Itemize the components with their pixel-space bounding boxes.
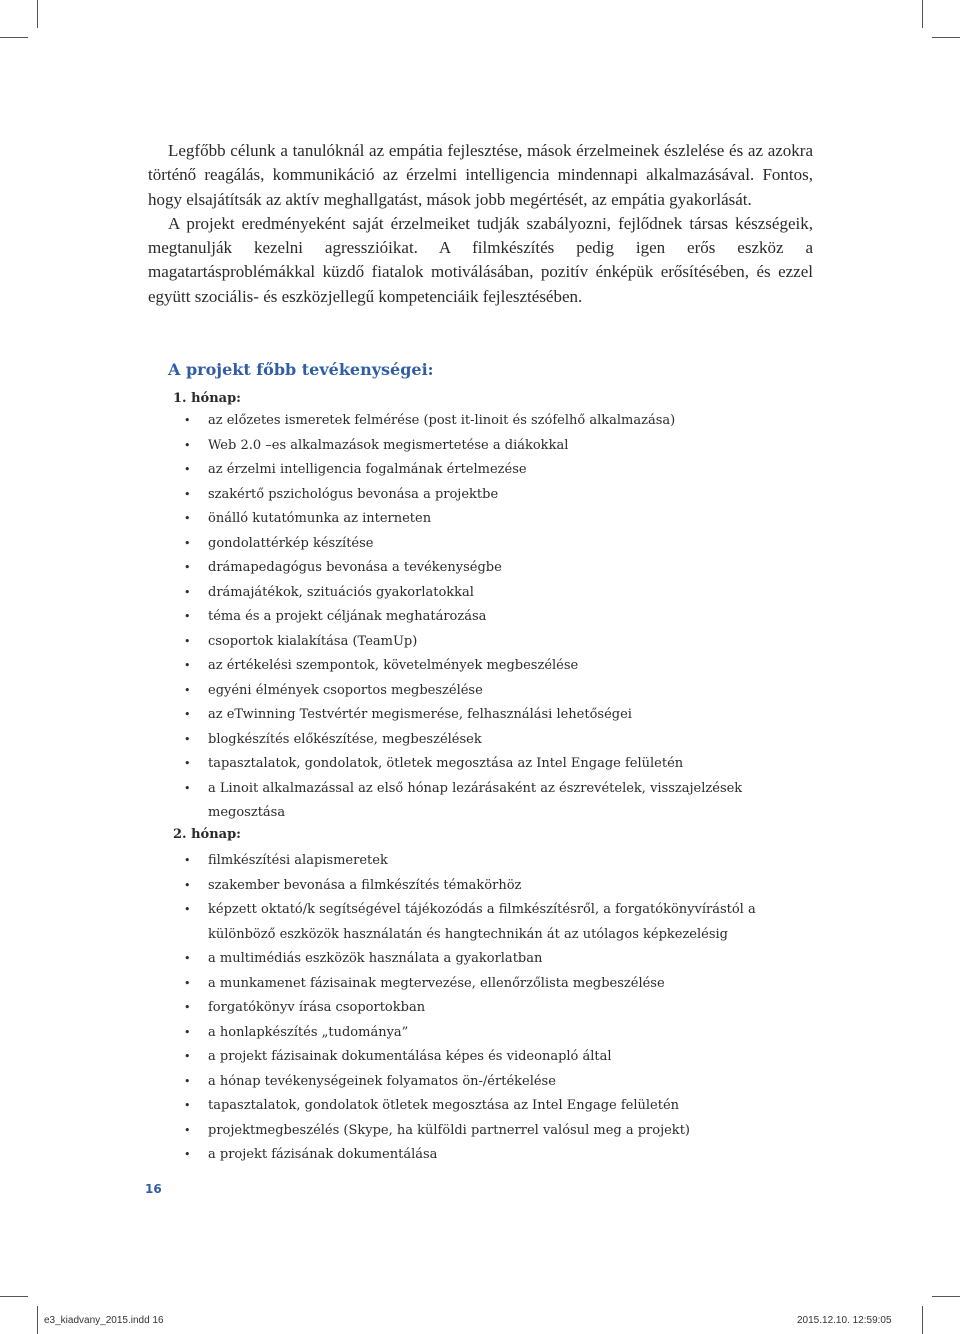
list-item: • képzett oktató/k segítségével tájékozódás a filmkészítésről, a forgatókönyvírástól a különböző eszközök használatán és hangtechnikán át az utólagos képkezelésig	[183, 898, 823, 947]
crop-mark	[37, 0, 38, 28]
footer-filename: e3_kiadvany_2015.indd 16	[44, 1315, 164, 1326]
list-item: • drámapedagógus bevonása a tevékenységbe	[183, 556, 823, 581]
list-item: • a munkamenet fázisainak megtervezése, ellenőrzőlista megbeszélése	[183, 972, 823, 997]
list-item: • projektmegbeszélés (Skype, ha külföldi partnerrel valósul meg a projekt)	[183, 1119, 823, 1144]
list-item: • gondolattérkép készítése	[183, 532, 823, 557]
month-1-label: 1. hónap:	[173, 391, 241, 406]
month-1-list	[183, 409, 823, 826]
list-item: • az előzetes ismeretek felmérése (post it-linoit és szófelhő alkalmazása)	[183, 409, 823, 434]
list-item: • filmkészítési alapismeretek	[183, 849, 823, 874]
list-item: • tapasztalatok, gondolatok, ötletek megosztása az Intel Engage felületén	[183, 752, 823, 777]
crop-mark	[932, 1296, 960, 1297]
page-number: 16	[145, 1182, 162, 1196]
list-item: • a Linoit alkalmazással az első hónap lezárásaként az észrevételek, visszajelzések megosztása	[183, 777, 823, 826]
list-item: • a multimédiás eszközök használata a gyakorlatban	[183, 947, 823, 972]
crop-mark	[37, 1306, 38, 1334]
crop-mark	[932, 37, 960, 38]
crop-mark	[0, 37, 28, 38]
month-2-label: 2. hónap:	[173, 827, 241, 842]
list-item: • téma és a projekt céljának meghatározása	[183, 605, 823, 630]
crop-mark	[0, 1296, 28, 1297]
list-item: • Web 2.0 –es alkalmazások megismertetése a diákokkal	[183, 434, 823, 459]
intro-text	[148, 139, 813, 309]
list-item: • drámajátékok, szituációs gyakorlatokkal	[183, 581, 823, 606]
intro-paragraph-2: A projekt eredményeként saját érzelmeiket tudják szabályozni, fejlődnek társas készségeik, megtanulják kezelni agresszióikat. A filmkészítés pedig igen erős eszköz a magatartásproblémákkal küzdő fiatalok motiválásában, pozitív énképük erősítésében, és ezzel együtt szociális- és eszközjellegű kompetenciáik fejlesztésében.	[148, 213, 813, 306]
list-item: • önálló kutatómunka az interneten	[183, 507, 823, 532]
list-item: • a honlapkészítés „tudománya”	[183, 1021, 823, 1046]
list-item: • az értékelési szempontok, követelmények megbeszélése	[183, 654, 823, 679]
list-item: • tapasztalatok, gondolatok ötletek megosztása az Intel Engage felületén	[183, 1094, 823, 1119]
footer-timestamp: 2015.12.10. 12:59:05	[797, 1315, 892, 1326]
crop-mark	[922, 1306, 923, 1334]
crop-mark	[922, 0, 923, 28]
list-item: • a hónap tevékenységeinek folyamatos ön-/értékelése	[183, 1070, 823, 1095]
list-item: • szakértő pszichológus bevonása a projektbe	[183, 483, 823, 508]
list-item: • forgatókönyv írása csoportokban	[183, 996, 823, 1021]
list-item: • az érzelmi intelligencia fogalmának értelmezése	[183, 458, 823, 483]
intro-paragraph-1: Legfőbb célunk a tanulóknál az empátia fejlesztése, mások érzelmeinek észlelése és az azokra történő reagálás, kommunikáció az érzelmi intelligencia mindennapi alkalmazásával. Fontos, hogy elsajátítsák az aktív meghallgatást, mások jobb megértését, az empátia gyakorlását.	[148, 141, 813, 209]
list-item: • a projekt fázisának dokumentálása	[183, 1143, 823, 1168]
list-item: • blogkészítés előkészítése, megbeszélések	[183, 728, 823, 753]
list-item: • a projekt fázisainak dokumentálása képes és videonapló által	[183, 1045, 823, 1070]
list-item: • az eTwinning Testvértér megismerése, felhasználási lehetőségei	[183, 703, 823, 728]
section-title: A projekt főbb tevékenységei:	[168, 360, 434, 379]
month-2-list	[183, 849, 823, 1168]
list-item: • egyéni élmények csoportos megbeszélése	[183, 679, 823, 704]
list-item: • csoportok kialakítása (TeamUp)	[183, 630, 823, 655]
list-item: • szakember bevonása a filmkészítés témakörhöz	[183, 874, 823, 899]
